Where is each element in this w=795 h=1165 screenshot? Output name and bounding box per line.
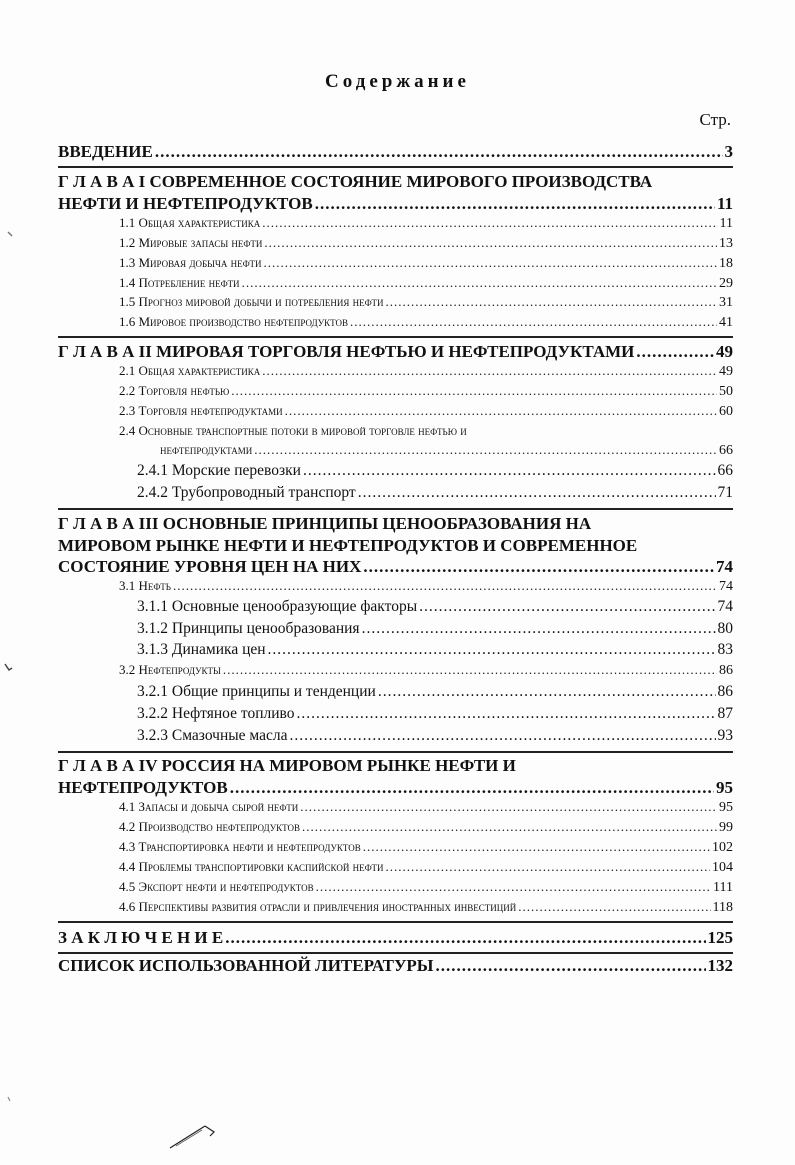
toc-entry-label: 3.1.3 Динамика цен <box>137 641 266 658</box>
pen-stroke <box>205 1126 214 1136</box>
toc-entry-page: 86 <box>719 663 733 678</box>
page-column-label: Стр. <box>699 110 731 129</box>
toc-entry-label: 2.1 Общая характеристика <box>119 363 261 378</box>
chapter-4-title-line1: РОССИЯ НА МИРОВОМ РЫНКЕ НЕФТИ И <box>161 756 516 775</box>
toc-entry-page: 99 <box>719 820 733 835</box>
toc-entry-label: З А К Л Ю Ч Е Н И Е <box>58 928 224 947</box>
toc-entry-page: 13 <box>719 236 733 251</box>
pen-stroke <box>176 1130 202 1146</box>
chapter-1-page: 11 <box>716 194 733 213</box>
toc-entry-label: 4.6 Перспективы развития отрасли и привлечения иностранных инвестиций <box>119 899 517 914</box>
toc-entry-label: 2.4 Основные транспортные потоки в мировой торговле нефтью и <box>119 423 467 438</box>
scan-mark <box>8 232 12 236</box>
toc-entry-label: 1.4 Потребление нефти <box>119 275 240 290</box>
toc-entry-label: 1.3 Мировая добыча нефти <box>119 255 262 270</box>
toc-entry-label: 3.1.2 Принципы ценообразования <box>137 620 360 637</box>
toc-entry-page: 102 <box>712 840 733 855</box>
toc-entry-label: 4.2 Производство нефтепродуктов <box>119 819 301 834</box>
chapter-4-page: 95 <box>716 778 733 797</box>
toc-entry-label: 3.2 Нефтепродукты <box>119 662 221 677</box>
toc-entry-page: 60 <box>719 404 733 419</box>
toc-entry-page: 66 <box>719 443 733 458</box>
toc-entry-label: 3.2.2 Нефтяное топливо <box>137 705 295 722</box>
toc-entry-label: 1.2 Мировые запасы нефти <box>119 235 263 250</box>
chapter-3-title-line3: СОСТОЯНИЕ УРОВНЯ ЦЕН НА НИХ <box>58 557 362 576</box>
toc-entry-page: 74 <box>719 579 733 594</box>
toc-entry-page: 80 <box>717 620 733 637</box>
toc-entry-label: 3.2.1 Общие принципы и тенденции <box>137 683 376 700</box>
chapter-3-title-line1: ОСНОВНЫЕ ПРИНЦИПЫ ЦЕНООБРАЗОВАНИЯ НА <box>162 514 592 533</box>
chapter-1-prefix: Г Л А В А I <box>58 172 146 191</box>
toc-entry-page: 18 <box>719 256 733 271</box>
toc-entry-label: 4.1 Запасы и добыча сырой нефти <box>119 799 299 814</box>
toc-entry-page: 83 <box>717 641 733 658</box>
toc-entry-page: 118 <box>712 900 733 915</box>
toc-entry-page: 29 <box>719 276 733 291</box>
toc-entry-label: СПИСОК ИСПОЛЬЗОВАННОЙ ЛИТЕРАТУРЫ <box>58 956 434 975</box>
chapter-3-prefix: Г Л А В А III <box>58 514 159 533</box>
toc-entry-label: 2.4.2 Трубопроводный транспорт <box>137 484 356 501</box>
toc-entry-label: 2.3 Торговля нефтепродуктами <box>119 403 283 418</box>
toc-entry-page: 3 <box>724 142 733 161</box>
toc-entry-page: 66 <box>717 462 733 479</box>
toc-entry-page: 95 <box>719 800 733 815</box>
toc-entry-page: 74 <box>717 598 733 615</box>
toc-entry-label: 3.1 Нефть <box>119 578 171 593</box>
toc-entry-label: 4.3 Транспортировка нефти и нефтепродуктов <box>119 839 361 854</box>
toc-entry-label: 3.2.3 Смазочные масла <box>137 727 288 744</box>
toc-entry-page: 71 <box>717 484 733 501</box>
toc-entry-page: 11 <box>719 216 733 231</box>
chapter-4-prefix: Г Л А В А IV <box>58 756 158 775</box>
chapter-3-page: 74 <box>716 557 733 576</box>
toc-entry-label: 1.5 Прогноз мировой добычи и потребления нефти <box>119 294 384 309</box>
chapter-1-title-line1: СОВРЕМЕННОЕ СОСТОЯНИЕ МИРОВОГО ПРОИЗВОДСТВА <box>149 172 653 191</box>
toc-entry-page: 111 <box>713 880 733 895</box>
page-title: Содержание <box>325 71 470 92</box>
scan-mark <box>8 1097 10 1101</box>
toc-entry-label: 4.4 Проблемы транспортировки каспийской нефти <box>119 859 384 874</box>
toc-entry-label: 3.1.1 Основные ценообразующие факторы <box>137 598 418 615</box>
toc-entry-page: 93 <box>717 727 733 744</box>
toc-entry-page: 125 <box>707 928 733 947</box>
chapter-3-title-line2: МИРОВОМ РЫНКЕ НЕФТИ И НЕФТЕПРОДУКТОВ И СОВРЕМЕННОЕ <box>58 536 638 555</box>
scan-mark <box>5 664 12 670</box>
toc-entry-label: 4.5 Экспорт нефти и нефтепродуктов <box>119 879 314 894</box>
toc-entry-page: 132 <box>707 956 733 975</box>
toc-entry-page: 31 <box>719 295 733 310</box>
toc-entry-label: 1.6 Мировое производство нефтепродуктов <box>119 314 349 329</box>
toc-entry-label: 1.1 Общая характеристика <box>119 215 261 230</box>
chapter-4-title-line2: НЕФТЕПРОДУКТОВ <box>58 778 228 797</box>
toc-entry-label: ВВЕДЕНИЕ <box>58 142 153 161</box>
toc-entry-page: 87 <box>717 705 733 722</box>
toc-entry-label: нефтепродуктами <box>160 442 253 457</box>
toc-entry-label: 2.4.1 Морские перевозки <box>137 462 301 479</box>
chapter-2-title: МИРОВАЯ ТОРГОВЛЯ НЕФТЬЮ И НЕФТЕПРОДУКТАМИ <box>156 342 635 361</box>
chapter-1-title-line2: НЕФТИ И НЕФТЕПРОДУКТОВ <box>58 194 313 213</box>
toc-entry-page: 50 <box>719 384 733 399</box>
toc-entry-page: 104 <box>712 860 733 875</box>
chapter-2-prefix: Г Л А В А II <box>58 342 152 361</box>
toc-entry-page: 49 <box>719 364 733 379</box>
toc-entry-page: 41 <box>719 315 733 330</box>
chapter-2-page: 49 <box>716 342 733 361</box>
toc-entry-page: 86 <box>717 683 733 700</box>
toc-entry-label: 2.2 Торговля нефтью <box>119 383 230 398</box>
pen-stroke <box>170 1126 205 1148</box>
